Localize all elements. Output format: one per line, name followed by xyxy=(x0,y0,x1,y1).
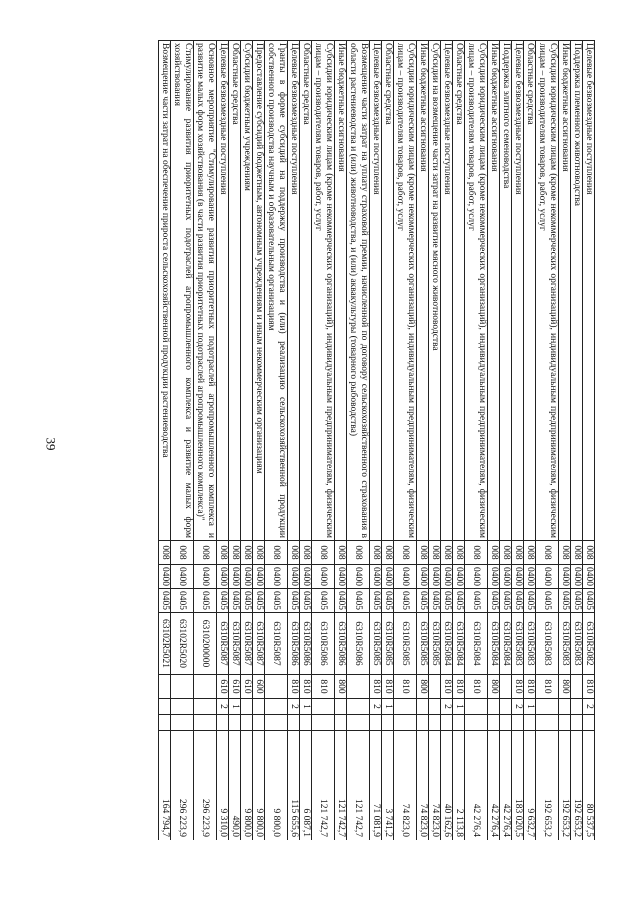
section-code-cell: 0400 xyxy=(441,565,453,589)
amount-cell: 296 223,9 xyxy=(194,731,217,841)
amount-cell: 164 794,7 xyxy=(159,731,171,841)
target-article-cell: 6310R5083 xyxy=(536,613,559,675)
amount-cell: 183 020,5 xyxy=(512,731,524,841)
section-code-cell: 0400 xyxy=(370,565,382,589)
row-name-cell: Субсидии юридическим лицам (кроме некоммерческих организаций), индивидуальным предпринимателям, физическим лицам – производителям товаров, работ, услуг xyxy=(536,41,559,541)
expense-type-cell: 800 xyxy=(335,675,347,699)
extra-code-cell xyxy=(559,715,571,731)
target-article-cell: 6310R5083 xyxy=(512,613,524,675)
ved-code-cell: 008 xyxy=(429,541,441,565)
subsection-code-cell: 0405 xyxy=(241,589,253,613)
funding-source-cell xyxy=(559,699,571,715)
extra-code-cell xyxy=(300,715,312,731)
expense-type-cell: 810 xyxy=(300,675,312,699)
row-name-cell: Возмещение части затрат на уплату страховой премии, начисленной по договору сельскохозяйственного страхования в области растениеводства и (или) животноводства, и (или) аквакультуры (товарного рыбоводства) xyxy=(347,41,370,541)
expense-type-cell: 610 xyxy=(241,675,253,699)
amount-cell: 121 742,7 xyxy=(312,731,335,841)
target-article-cell: 6310R5085 xyxy=(370,613,382,675)
funding-source-cell: 2 xyxy=(217,699,229,715)
extra-code-cell xyxy=(265,715,288,731)
expense-type-cell: 610 xyxy=(217,675,229,699)
row-name-cell: Областные средства xyxy=(382,41,394,541)
funding-source-cell xyxy=(571,699,583,715)
table-row xyxy=(441,41,453,841)
funding-source-cell xyxy=(429,699,441,715)
ved-code-cell: 008 xyxy=(488,541,500,565)
amount-cell: 3 741,2 xyxy=(382,731,394,841)
expense-type-cell: 800 xyxy=(559,675,571,699)
row-name-cell: Целевые безвозмездные поступления xyxy=(583,41,595,541)
row-name-cell: Субсидии бюджетным учреждениям xyxy=(241,41,253,541)
ved-code-cell: 008 xyxy=(417,541,429,565)
ved-code-cell: 008 xyxy=(559,541,571,565)
amount-cell: 192 653,2 xyxy=(571,731,583,841)
table-row xyxy=(265,41,288,841)
expense-type-cell xyxy=(347,675,370,699)
funding-source-cell xyxy=(312,699,335,715)
target-article-cell: 6310R5087 xyxy=(241,613,253,675)
subsection-code-cell: 0405 xyxy=(512,589,524,613)
extra-code-cell xyxy=(382,715,394,731)
target-article-cell: 6310R5084 xyxy=(441,613,453,675)
section-code-cell: 0400 xyxy=(335,565,347,589)
funding-source-cell: 1 xyxy=(453,699,465,715)
row-name-cell: Иные бюджетные ассигнования xyxy=(417,41,429,541)
ved-code-cell: 008 xyxy=(217,541,229,565)
amount-cell: 9 800,0 xyxy=(253,731,265,841)
section-code-cell: 0400 xyxy=(583,565,595,589)
funding-source-cell xyxy=(394,699,417,715)
table-row xyxy=(394,41,417,841)
table-row xyxy=(559,41,571,841)
expense-type-cell: 810 xyxy=(441,675,453,699)
subsection-code-cell: 0405 xyxy=(394,589,417,613)
section-code-cell: 0400 xyxy=(229,565,241,589)
target-article-cell: 6310R5084 xyxy=(453,613,465,675)
section-code-cell: 0400 xyxy=(312,565,335,589)
table-row xyxy=(241,41,253,841)
expense-type-cell: 810 xyxy=(465,675,488,699)
ved-code-cell: 008 xyxy=(500,541,512,565)
funding-source-cell xyxy=(253,699,265,715)
amount-cell: 192 653,2 xyxy=(559,731,571,841)
funding-source-cell: 1 xyxy=(382,699,394,715)
target-article-cell: 6310R5084 xyxy=(500,613,512,675)
ved-code-cell: 008 xyxy=(536,541,559,565)
target-article-cell: 63102R5020 xyxy=(171,613,194,675)
funding-source-cell: 1 xyxy=(300,699,312,715)
target-article-cell: 6310R5083 xyxy=(559,613,571,675)
subsection-code-cell: 0405 xyxy=(429,589,441,613)
section-code-cell: 0400 xyxy=(524,565,536,589)
extra-code-cell xyxy=(159,715,171,731)
ved-code-cell: 008 xyxy=(194,541,217,565)
expense-type-cell: 810 xyxy=(536,675,559,699)
expense-type-cell: 810 xyxy=(583,675,595,699)
subsection-code-cell: 0405 xyxy=(453,589,465,613)
row-name-cell: Иные бюджетные ассигнования xyxy=(559,41,571,541)
subsection-code-cell: 0405 xyxy=(253,589,265,613)
table-row xyxy=(194,41,217,841)
target-article-cell: 6310R5086 xyxy=(300,613,312,675)
target-article-cell: 6310R5086 xyxy=(312,613,335,675)
table-row xyxy=(583,41,595,841)
extra-code-cell xyxy=(536,715,559,731)
table-row xyxy=(312,41,335,841)
funding-source-cell xyxy=(335,699,347,715)
row-name-cell: Целевые безвозмездные поступления xyxy=(288,41,300,541)
subsection-code-cell: 0405 xyxy=(194,589,217,613)
row-name-cell: Субсидии юридическим лицам (кроме некоммерческих организаций), индивидуальным предпринимателям, физическим лицам – производителям товаров, работ, услуг xyxy=(312,41,335,541)
subsection-code-cell: 0405 xyxy=(382,589,394,613)
section-code-cell: 0400 xyxy=(559,565,571,589)
budget-table-container xyxy=(75,40,595,840)
extra-code-cell xyxy=(335,715,347,731)
ved-code-cell: 008 xyxy=(583,541,595,565)
row-name-cell: Целевые безвозмездные поступления xyxy=(370,41,382,541)
ved-code-cell: 008 xyxy=(265,541,288,565)
expense-type-cell xyxy=(571,675,583,699)
table-row xyxy=(171,41,194,841)
ved-code-cell: 008 xyxy=(335,541,347,565)
section-code-cell: 0400 xyxy=(536,565,559,589)
target-article-cell: 6310R5085 xyxy=(429,613,441,675)
target-article-cell: 6310R5086 xyxy=(335,613,347,675)
row-name-cell: Возмещение части затрат на обеспечение прироста сельскохозяйственной продукции растениеводства xyxy=(159,41,171,541)
extra-code-cell xyxy=(171,715,194,731)
row-name-cell: Поддержка элитного семеноводства xyxy=(500,41,512,541)
expense-type-cell xyxy=(265,675,288,699)
budget-table xyxy=(158,40,595,840)
row-name-cell: Субсидии юридическим лицам (кроме некоммерческих организаций), индивидуальным предпринимателям, физическим лицам – производителям товаров, работ, услуг xyxy=(394,41,417,541)
extra-code-cell xyxy=(370,715,382,731)
section-code-cell: 0400 xyxy=(347,565,370,589)
table-row xyxy=(429,41,441,841)
ved-code-cell: 008 xyxy=(159,541,171,565)
section-code-cell: 0400 xyxy=(453,565,465,589)
section-code-cell: 0400 xyxy=(194,565,217,589)
target-article-cell: 6310R5085 xyxy=(417,613,429,675)
extra-code-cell xyxy=(253,715,265,731)
section-code-cell: 0400 xyxy=(300,565,312,589)
extra-code-cell xyxy=(441,715,453,731)
target-article-cell: 6310R5087 xyxy=(253,613,265,675)
extra-code-cell xyxy=(217,715,229,731)
table-row xyxy=(347,41,370,841)
funding-source-cell: 2 xyxy=(441,699,453,715)
ved-code-cell: 008 xyxy=(171,541,194,565)
amount-cell: 121 742,7 xyxy=(335,731,347,841)
section-code-cell: 0400 xyxy=(500,565,512,589)
funding-source-cell xyxy=(465,699,488,715)
funding-source-cell xyxy=(194,699,217,715)
expense-type-cell xyxy=(500,675,512,699)
extra-code-cell xyxy=(288,715,300,731)
expense-type-cell: 800 xyxy=(488,675,500,699)
expense-type-cell xyxy=(159,675,171,699)
subsection-code-cell: 0405 xyxy=(559,589,571,613)
funding-source-cell xyxy=(417,699,429,715)
row-name-cell: Стимулирование развития приоритетных подотраслей агропромышленного комплекса и развитие малых форм хозяйствования xyxy=(171,41,194,541)
amount-cell: 121 742,7 xyxy=(347,731,370,841)
funding-source-cell: 2 xyxy=(288,699,300,715)
amount-cell: 74 823,0 xyxy=(429,731,441,841)
ved-code-cell: 008 xyxy=(571,541,583,565)
ved-code-cell: 008 xyxy=(394,541,417,565)
row-name-cell: Областные средства xyxy=(300,41,312,541)
amount-cell: 192 653,2 xyxy=(536,731,559,841)
subsection-code-cell: 0405 xyxy=(571,589,583,613)
expense-type-cell: 810 xyxy=(382,675,394,699)
subsection-code-cell: 0405 xyxy=(159,589,171,613)
subsection-code-cell: 0405 xyxy=(347,589,370,613)
row-name-cell: Целевые безвозмездные поступления xyxy=(441,41,453,541)
table-row xyxy=(253,41,265,841)
funding-source-cell xyxy=(500,699,512,715)
section-code-cell: 0400 xyxy=(429,565,441,589)
subsection-code-cell: 0405 xyxy=(536,589,559,613)
extra-code-cell xyxy=(453,715,465,731)
subsection-code-cell: 0405 xyxy=(300,589,312,613)
section-code-cell: 0400 xyxy=(512,565,524,589)
extra-code-cell xyxy=(241,715,253,731)
table-row xyxy=(370,41,382,841)
subsection-code-cell: 0405 xyxy=(335,589,347,613)
ved-code-cell: 008 xyxy=(441,541,453,565)
expense-type-cell: 810 xyxy=(524,675,536,699)
section-code-cell: 0400 xyxy=(288,565,300,589)
section-code-cell: 0400 xyxy=(488,565,500,589)
expense-type-cell xyxy=(194,675,217,699)
ved-code-cell: 008 xyxy=(382,541,394,565)
funding-source-cell xyxy=(241,699,253,715)
row-name-cell: Иные бюджетные ассигнования xyxy=(488,41,500,541)
extra-code-cell xyxy=(394,715,417,731)
amount-cell: 80 537,5 xyxy=(583,731,595,841)
expense-type-cell: 600 xyxy=(253,675,265,699)
funding-source-cell xyxy=(347,699,370,715)
table-row xyxy=(500,41,512,841)
funding-source-cell: 1 xyxy=(524,699,536,715)
table-row xyxy=(465,41,488,841)
extra-code-cell xyxy=(429,715,441,731)
amount-cell: 9 632,7 xyxy=(524,731,536,841)
expense-type-cell: 610 xyxy=(229,675,241,699)
amount-cell: 296 223,9 xyxy=(171,731,194,841)
subsection-code-cell: 0405 xyxy=(441,589,453,613)
budget-table-body xyxy=(159,41,595,841)
table-row xyxy=(382,41,394,841)
ved-code-cell: 008 xyxy=(253,541,265,565)
amount-cell: 74 823,0 xyxy=(417,731,429,841)
table-row xyxy=(488,41,500,841)
expense-type-cell xyxy=(171,675,194,699)
table-row xyxy=(512,41,524,841)
table-row xyxy=(453,41,465,841)
section-code-cell: 0400 xyxy=(571,565,583,589)
ved-code-cell: 008 xyxy=(512,541,524,565)
table-row xyxy=(288,41,300,841)
extra-code-cell xyxy=(347,715,370,731)
subsection-code-cell: 0405 xyxy=(288,589,300,613)
ved-code-cell: 008 xyxy=(288,541,300,565)
section-code-cell: 0400 xyxy=(217,565,229,589)
table-row xyxy=(159,41,171,841)
section-code-cell: 0400 xyxy=(265,565,288,589)
row-name-cell: Основное мероприятие "Стимулирование развития приоритетных подотраслей агропромышленного комплекса и развитие малых форм хозяйствования (в части развития приоритетных подотраслей агропромышленного комплекса)" xyxy=(194,41,217,541)
expense-type-cell: 810 xyxy=(370,675,382,699)
page-number: 39 xyxy=(43,437,59,451)
ved-code-cell: 008 xyxy=(465,541,488,565)
expense-type-cell: 810 xyxy=(453,675,465,699)
section-code-cell: 0400 xyxy=(253,565,265,589)
amount-cell: 42 276,4 xyxy=(500,731,512,841)
amount-cell: 42 276,4 xyxy=(465,731,488,841)
funding-source-cell xyxy=(536,699,559,715)
target-article-cell: 6310R5087 xyxy=(229,613,241,675)
section-code-cell: 0400 xyxy=(241,565,253,589)
expense-type-cell: 810 xyxy=(312,675,335,699)
amount-cell: 9 800,0 xyxy=(265,731,288,841)
amount-cell: 490,0 xyxy=(229,731,241,841)
expense-type-cell: 810 xyxy=(394,675,417,699)
row-name-cell: Целевые безвозмездные поступления xyxy=(217,41,229,541)
expense-type-cell: 810 xyxy=(288,675,300,699)
expense-type-cell: 800 xyxy=(417,675,429,699)
funding-source-cell xyxy=(159,699,171,715)
section-code-cell: 0400 xyxy=(159,565,171,589)
expense-type-cell xyxy=(429,675,441,699)
subsection-code-cell: 0405 xyxy=(465,589,488,613)
section-code-cell: 0400 xyxy=(382,565,394,589)
funding-source-cell: 2 xyxy=(512,699,524,715)
target-article-cell: 6310R5087 xyxy=(217,613,229,675)
amount-cell: 74 823,0 xyxy=(394,731,417,841)
subsection-code-cell: 0405 xyxy=(265,589,288,613)
ved-code-cell: 008 xyxy=(300,541,312,565)
table-row xyxy=(417,41,429,841)
amount-cell: 2 113,8 xyxy=(453,731,465,841)
expense-type-cell: 810 xyxy=(512,675,524,699)
subsection-code-cell: 0405 xyxy=(500,589,512,613)
extra-code-cell xyxy=(571,715,583,731)
target-article-cell: 6310R5083 xyxy=(571,613,583,675)
extra-code-cell xyxy=(512,715,524,731)
funding-source-cell: 1 xyxy=(229,699,241,715)
subsection-code-cell: 0405 xyxy=(583,589,595,613)
amount-cell: 9 800,0 xyxy=(241,731,253,841)
row-name-cell: Иные бюджетные ассигнования xyxy=(335,41,347,541)
target-article-cell: 6310R5086 xyxy=(288,613,300,675)
amount-cell: 115 655,6 xyxy=(288,731,300,841)
subsection-code-cell: 0405 xyxy=(417,589,429,613)
amount-cell: 6 087,1 xyxy=(300,731,312,841)
table-row xyxy=(524,41,536,841)
extra-code-cell xyxy=(229,715,241,731)
amount-cell: 42 276,4 xyxy=(488,731,500,841)
section-code-cell: 0400 xyxy=(394,565,417,589)
section-code-cell: 0400 xyxy=(171,565,194,589)
target-article-cell: 6310R5085 xyxy=(382,613,394,675)
funding-source-cell: 2 xyxy=(583,699,595,715)
target-article-cell: 6310R5086 xyxy=(347,613,370,675)
extra-code-cell xyxy=(524,715,536,731)
extra-code-cell xyxy=(465,715,488,731)
ved-code-cell: 008 xyxy=(229,541,241,565)
amount-cell: 9 310,0 xyxy=(217,731,229,841)
target-article-cell: 6310R5084 xyxy=(465,613,488,675)
target-article-cell: 63102R5021 xyxy=(159,613,171,675)
subsection-code-cell: 0405 xyxy=(488,589,500,613)
target-article-cell: 6310R5085 xyxy=(394,613,417,675)
row-name-cell: Гранты в форме субсидий на поддержку производства и (или) реализацию сельскохозяйственной продукции собственного производства научным и образовательным организациям xyxy=(265,41,288,541)
subsection-code-cell: 0405 xyxy=(171,589,194,613)
table-row xyxy=(217,41,229,841)
funding-source-cell: 2 xyxy=(370,699,382,715)
row-name-cell: Целевые безвозмездные поступления xyxy=(512,41,524,541)
row-name-cell: Субсидии на возмещение части затрат на развитие мясного животноводства xyxy=(429,41,441,541)
extra-code-cell xyxy=(500,715,512,731)
row-name-cell: Субсидии юридическим лицам (кроме некоммерческих организаций), индивидуальным предпринимателям, физическим лицам – производителям товаров, работ, услуг xyxy=(465,41,488,541)
table-row xyxy=(335,41,347,841)
ved-code-cell: 008 xyxy=(453,541,465,565)
target-article-cell: 6310R5084 xyxy=(488,613,500,675)
target-article-cell: 6310R5082 xyxy=(583,613,595,675)
subsection-code-cell: 0405 xyxy=(217,589,229,613)
ved-code-cell: 008 xyxy=(370,541,382,565)
target-article-cell: 6310R5087 xyxy=(265,613,288,675)
extra-code-cell xyxy=(194,715,217,731)
funding-source-cell xyxy=(171,699,194,715)
table-row xyxy=(229,41,241,841)
row-name-cell: Областные средства xyxy=(229,41,241,541)
extra-code-cell xyxy=(583,715,595,731)
ved-code-cell: 008 xyxy=(312,541,335,565)
funding-source-cell xyxy=(265,699,288,715)
table-row xyxy=(536,41,559,841)
row-name-cell: Областные средства xyxy=(524,41,536,541)
extra-code-cell xyxy=(417,715,429,731)
funding-source-cell xyxy=(488,699,500,715)
subsection-code-cell: 0405 xyxy=(229,589,241,613)
section-code-cell: 0400 xyxy=(465,565,488,589)
row-name-cell: Областные средства xyxy=(453,41,465,541)
ved-code-cell: 008 xyxy=(347,541,370,565)
ved-code-cell: 008 xyxy=(524,541,536,565)
target-article-cell: 6310200000 xyxy=(194,613,217,675)
row-name-cell: Поддержка племенного животноводства xyxy=(571,41,583,541)
ved-code-cell: 008 xyxy=(241,541,253,565)
table-row xyxy=(571,41,583,841)
subsection-code-cell: 0405 xyxy=(370,589,382,613)
row-name-cell: Предоставление субсидий бюджетным, автономным учреждениям и иным некоммерческим организациям xyxy=(253,41,265,541)
subsection-code-cell: 0405 xyxy=(524,589,536,613)
amount-cell: 40 162,6 xyxy=(441,731,453,841)
table-row xyxy=(300,41,312,841)
subsection-code-cell: 0405 xyxy=(312,589,335,613)
target-article-cell: 6310R5083 xyxy=(524,613,536,675)
amount-cell: 71 081,9 xyxy=(370,731,382,841)
section-code-cell: 0400 xyxy=(417,565,429,589)
extra-code-cell xyxy=(488,715,500,731)
extra-code-cell xyxy=(312,715,335,731)
